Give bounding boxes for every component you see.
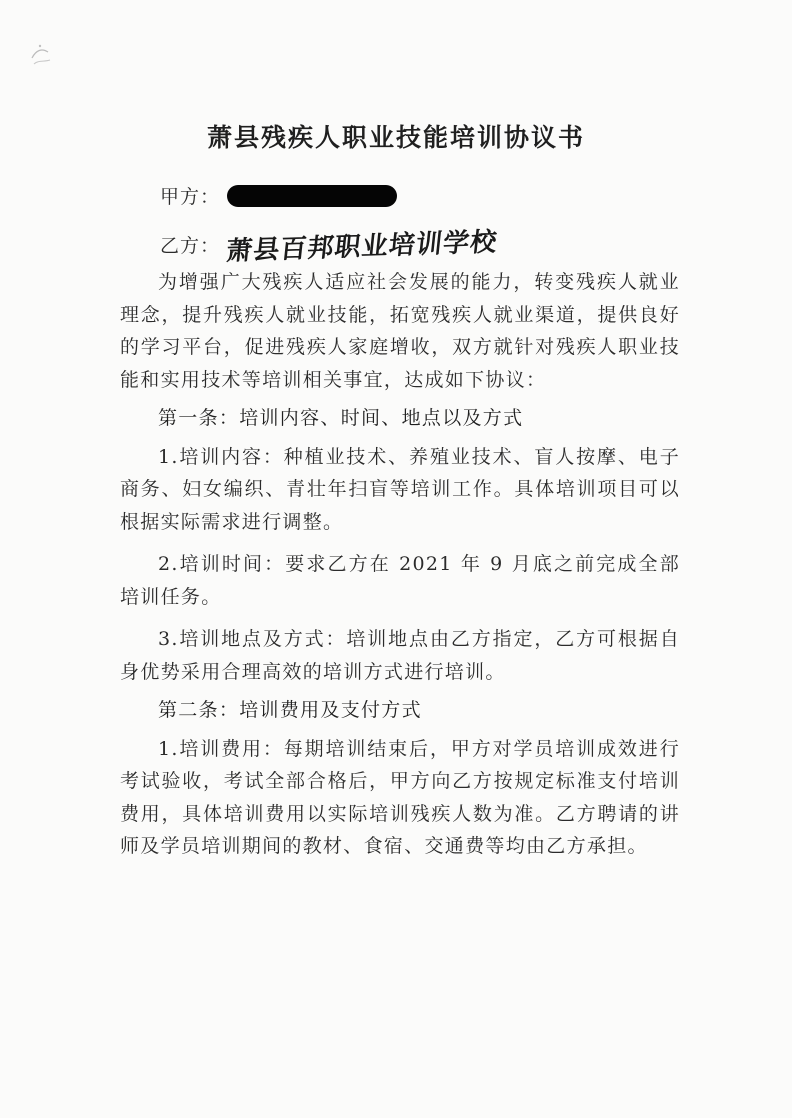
- article-2-item-1: 1.培训费用：每期培训结束后，甲方对学员培训成效进行考试验收，考试全部合格后，甲方向乙方按规定标准支付培训费用，具体培训费用以实际培训残疾人数为准。乙方聘请的讲师及学员培训期间的教材、食宿、交通费等均由乙方承担。: [120, 737, 680, 857]
- document-title: 萧县残疾人职业技能培训协议书: [206, 123, 585, 152]
- party-a-line: [160, 182, 467, 209]
- party-a-name-redacted: [227, 184, 467, 208]
- redaction-bar: [227, 185, 397, 207]
- intro-paragraph: 为增强广大残疾人适应社会发展的能力，转变残疾人就业理念，提升残疾人就业技能，拓宽残疾人就业渠道，提供良好的学习平台，促进残疾人家庭增收，双方就针对残疾人职业技能和实用技术等培训相关事宜，达成如下协议：: [120, 271, 680, 391]
- party-b-label: 乙方：: [160, 235, 221, 257]
- document-body: [120, 266, 680, 863]
- scan-speck-mark: [28, 40, 54, 70]
- article-1-item-3: 3.培训地点及方式：培训地点由乙方指定，乙方可根据自身优势采用合理高效的培训方式进行培训。: [120, 628, 680, 683]
- article-1-item-1: 1.培训内容：种植业技术、养殖业技术、盲人按摩、电子商务、妇女编织、青壮年扫盲等培训工作。具体培训项目可以根据实际需求进行调整。: [120, 445, 680, 533]
- article-2-heading: 第二条：培训费用及支付方式: [158, 699, 422, 721]
- article-1-item-2: 2.培训时间：要求乙方在 2021 年 9 月底之前完成全部培训任务。: [120, 553, 680, 608]
- article-1-heading: 第一条：培训内容、时间、地点以及方式: [158, 407, 524, 429]
- party-b-handwritten-name: 萧县百邦职业培训学校: [224, 227, 499, 267]
- party-b-line: [160, 226, 499, 267]
- party-a-label: 甲方：: [160, 186, 221, 208]
